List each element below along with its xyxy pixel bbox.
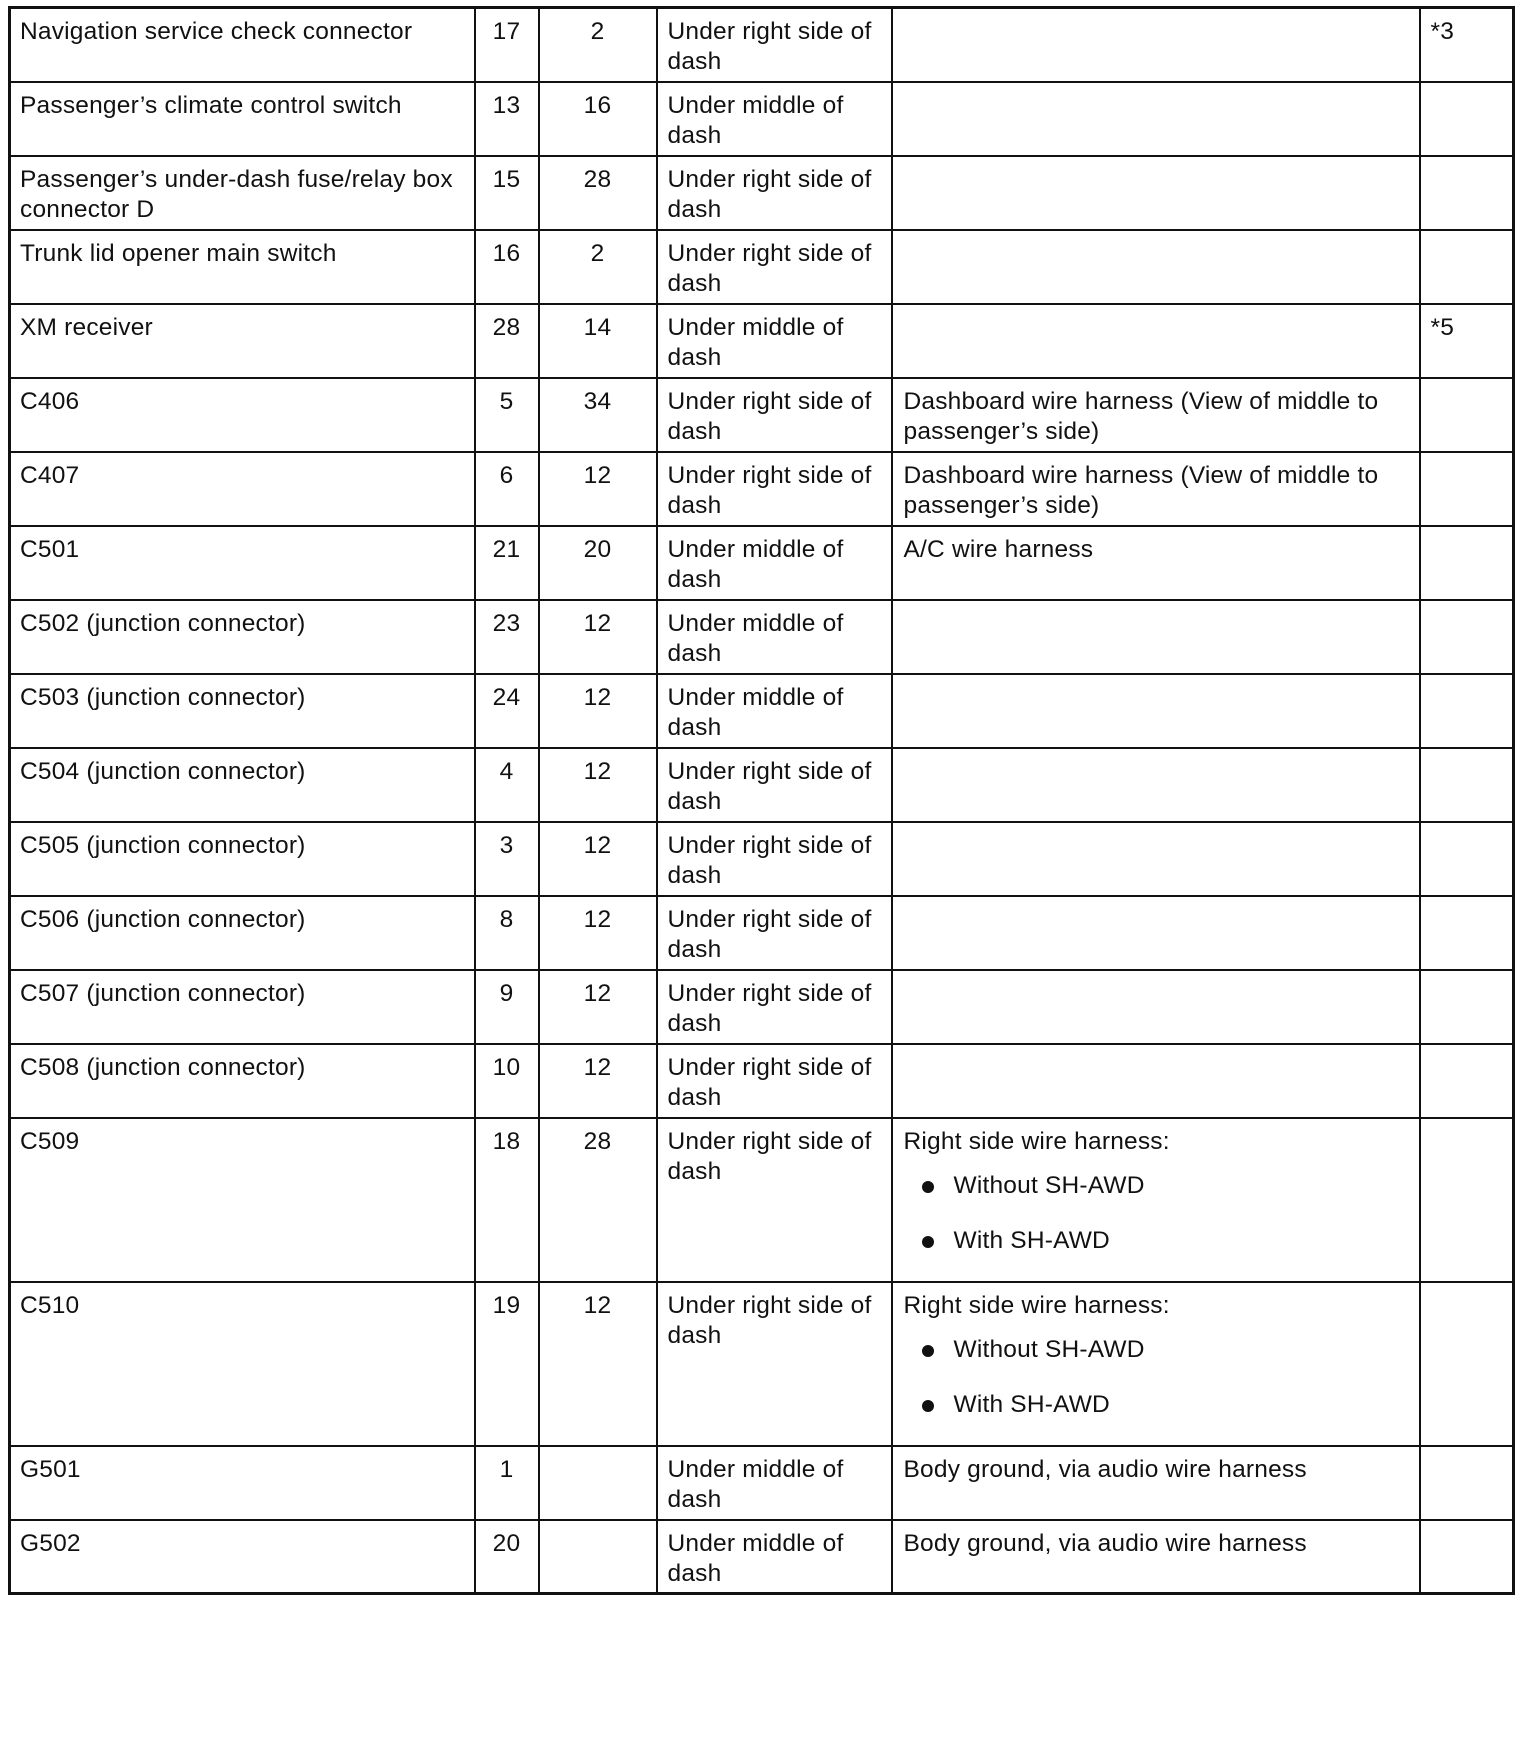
table-row xyxy=(10,378,1514,452)
cavity-count-cell xyxy=(539,822,657,896)
harness-note-cell xyxy=(892,1118,1420,1282)
harness-note-cell xyxy=(892,304,1420,378)
location-cell-text: Under right side of dash xyxy=(667,387,872,445)
footnote-ref-cell xyxy=(1420,970,1514,1044)
connector-number-cell xyxy=(475,8,539,82)
connector-name-cell xyxy=(10,8,475,82)
harness-note-cell-text: Dashboard wire harness (View of middle to passenger’s side) xyxy=(903,461,1379,519)
location-cell-text: Under right side of dash xyxy=(667,905,872,963)
connector-name-cell-text: Passenger’s under-dash fuse/relay box connector D xyxy=(20,165,453,223)
footnote-ref-cell-text: *5 xyxy=(1430,313,1455,341)
connector-number-cell-text: 13 xyxy=(492,91,521,119)
cavity-count-cell-text: 12 xyxy=(583,979,612,1007)
connector-name-cell-text: C407 xyxy=(20,461,80,489)
connector-number-cell-text: 4 xyxy=(499,757,514,785)
cavity-count-cell xyxy=(539,452,657,526)
location-cell-text: Under right side of dash xyxy=(667,979,872,1037)
cavity-count-cell-text: 12 xyxy=(583,683,612,711)
connector-number-cell xyxy=(475,1446,539,1520)
cavity-count-cell-text: 16 xyxy=(583,91,612,119)
cavity-count-cell-text: 20 xyxy=(583,535,612,563)
harness-note-cell-text: Dashboard wire harness (View of middle to passenger’s side) xyxy=(903,387,1379,445)
table-row xyxy=(10,8,1514,82)
location-cell xyxy=(657,1446,892,1520)
connector-number-cell xyxy=(475,674,539,748)
cavity-count-cell xyxy=(539,156,657,230)
table-row xyxy=(10,452,1514,526)
connector-number-cell-text: 24 xyxy=(492,683,521,711)
harness-note-cell xyxy=(892,82,1420,156)
cavity-count-cell-text: 2 xyxy=(590,239,605,267)
bullet-icon xyxy=(922,1345,934,1357)
connector-number-cell-text: 9 xyxy=(499,979,514,1007)
location-cell xyxy=(657,822,892,896)
location-cell-text: Under right side of dash xyxy=(667,831,872,889)
connector-name-cell xyxy=(10,600,475,674)
harness-note-cell xyxy=(892,748,1420,822)
connector-number-cell-text: 20 xyxy=(492,1529,521,1557)
harness-note-cell xyxy=(892,1282,1420,1446)
cavity-count-cell xyxy=(539,896,657,970)
connector-number-cell-text: 18 xyxy=(492,1127,521,1155)
connector-number-cell xyxy=(475,452,539,526)
connector-number-cell xyxy=(475,1118,539,1282)
table-row xyxy=(10,526,1514,600)
harness-note-cell xyxy=(892,526,1420,600)
harness-note-cell-text: A/C wire harness xyxy=(903,535,1094,563)
cavity-count-cell xyxy=(539,970,657,1044)
connector-name-cell-text: Passenger’s climate control switch xyxy=(20,91,402,119)
list-item xyxy=(904,1335,1409,1390)
location-cell-text: Under right side of dash xyxy=(667,1053,872,1111)
harness-note-cell-text: Body ground, via audio wire harness xyxy=(903,1455,1307,1483)
table-row xyxy=(10,896,1514,970)
connector-name-cell xyxy=(10,1044,475,1118)
table-row xyxy=(10,1446,1514,1520)
location-cell xyxy=(657,526,892,600)
location-cell xyxy=(657,452,892,526)
harness-note-cell-text: Right side wire harness: xyxy=(903,1291,1170,1319)
connector-number-cell-text: 21 xyxy=(492,535,521,563)
connector-number-cell xyxy=(475,156,539,230)
connector-name-cell-text: Trunk lid opener main switch xyxy=(20,239,337,267)
connector-name-cell xyxy=(10,452,475,526)
connector-name-cell xyxy=(10,1282,475,1446)
cavity-count-cell-text: 12 xyxy=(583,609,612,637)
connector-name-cell xyxy=(10,970,475,1044)
footnote-ref-cell xyxy=(1420,8,1514,82)
harness-note-cell xyxy=(892,156,1420,230)
location-cell-text: Under right side of dash xyxy=(667,757,872,815)
cavity-count-cell xyxy=(539,600,657,674)
harness-variant-list xyxy=(904,1171,1409,1281)
footnote-ref-cell xyxy=(1420,82,1514,156)
harness-note-cell xyxy=(892,1446,1420,1520)
footnote-ref-cell xyxy=(1420,1118,1514,1282)
connector-number-cell-text: 15 xyxy=(492,165,521,193)
harness-note-cell xyxy=(892,1520,1420,1594)
connector-number-cell-text: 28 xyxy=(492,313,521,341)
connector-number-cell xyxy=(475,230,539,304)
location-cell xyxy=(657,970,892,1044)
footnote-ref-cell xyxy=(1420,822,1514,896)
harness-note-cell xyxy=(892,230,1420,304)
cavity-count-cell xyxy=(539,230,657,304)
table-row xyxy=(10,600,1514,674)
table-row xyxy=(10,230,1514,304)
location-cell-text: Under middle of dash xyxy=(667,535,844,593)
connector-number-cell xyxy=(475,896,539,970)
cavity-count-cell xyxy=(539,1446,657,1520)
connector-number-cell xyxy=(475,304,539,378)
location-cell-text: Under middle of dash xyxy=(667,313,844,371)
connector-name-cell xyxy=(10,896,475,970)
table-row xyxy=(10,156,1514,230)
footnote-ref-cell xyxy=(1420,1446,1514,1520)
connector-name-cell xyxy=(10,1520,475,1594)
location-cell-text: Under middle of dash xyxy=(667,1455,844,1513)
footnote-ref-cell xyxy=(1420,378,1514,452)
footnote-ref-cell xyxy=(1420,1282,1514,1446)
cavity-count-cell xyxy=(539,304,657,378)
location-cell xyxy=(657,896,892,970)
connector-number-cell xyxy=(475,1520,539,1594)
location-cell-text: Under right side of dash xyxy=(667,1127,872,1185)
connector-name-cell-text: C509 xyxy=(20,1127,80,1155)
cavity-count-cell xyxy=(539,1044,657,1118)
connector-name-cell-text: C501 xyxy=(20,535,80,563)
table-row xyxy=(10,970,1514,1044)
table-row xyxy=(10,822,1514,896)
list-item xyxy=(904,1171,1409,1226)
location-cell-text: Under middle of dash xyxy=(667,91,844,149)
connector-number-cell-text: 17 xyxy=(492,18,521,45)
connector-name-cell-text: C504 (junction connector) xyxy=(20,757,306,785)
cavity-count-cell xyxy=(539,82,657,156)
connector-location-table xyxy=(8,6,1515,1595)
cavity-count-cell-text: 12 xyxy=(583,905,612,933)
harness-note-cell xyxy=(892,1044,1420,1118)
list-item xyxy=(904,1226,1409,1281)
connector-name-cell-text: C505 (junction connector) xyxy=(20,831,306,859)
connector-name-cell-text: G502 xyxy=(20,1529,81,1557)
footnote-ref-cell xyxy=(1420,230,1514,304)
cavity-count-cell-text: 28 xyxy=(583,165,612,193)
cavity-count-cell-text: 28 xyxy=(583,1127,612,1155)
harness-note-cell xyxy=(892,896,1420,970)
connector-number-cell-text: 3 xyxy=(499,831,514,859)
harness-variant-label: Without SH-AWD xyxy=(953,1171,1145,1199)
footnote-ref-cell xyxy=(1420,156,1514,230)
cavity-count-cell xyxy=(539,1118,657,1282)
footnote-ref-cell xyxy=(1420,674,1514,748)
location-cell-text: Under middle of dash xyxy=(667,609,844,667)
cavity-count-cell-text: 12 xyxy=(583,461,612,489)
harness-note-cell xyxy=(892,600,1420,674)
table-body xyxy=(10,8,1514,1594)
location-cell-text: Under right side of dash xyxy=(667,18,872,75)
connector-number-cell xyxy=(475,1282,539,1446)
cavity-count-cell-text: 12 xyxy=(583,831,612,859)
harness-variant-list xyxy=(904,1335,1409,1445)
connector-number-cell xyxy=(475,82,539,156)
location-cell xyxy=(657,600,892,674)
harness-variant-label: Without SH-AWD xyxy=(953,1335,1145,1363)
cavity-count-cell xyxy=(539,674,657,748)
harness-note-cell xyxy=(892,452,1420,526)
harness-note-cell xyxy=(892,378,1420,452)
harness-note-cell-text: Body ground, via audio wire harness xyxy=(903,1529,1307,1557)
connector-number-cell-text: 6 xyxy=(499,461,514,489)
location-cell-text: Under middle of dash xyxy=(667,1529,844,1587)
footnote-ref-cell-text: *3 xyxy=(1430,18,1455,45)
table-row xyxy=(10,82,1514,156)
harness-note-cell xyxy=(892,8,1420,82)
harness-variant-label: With SH-AWD xyxy=(953,1390,1110,1418)
cavity-count-cell-text: 12 xyxy=(583,757,612,785)
connector-number-cell xyxy=(475,1044,539,1118)
connector-name-cell-text: C502 (junction connector) xyxy=(20,609,306,637)
location-cell xyxy=(657,156,892,230)
location-cell xyxy=(657,1520,892,1594)
connector-name-cell-text: C508 (junction connector) xyxy=(20,1053,306,1081)
connector-name-cell xyxy=(10,748,475,822)
footnote-ref-cell xyxy=(1420,452,1514,526)
connector-number-cell-text: 16 xyxy=(492,239,521,267)
bullet-icon xyxy=(922,1400,934,1412)
footnote-ref-cell xyxy=(1420,896,1514,970)
connector-number-cell-text: 1 xyxy=(499,1455,514,1483)
cavity-count-cell xyxy=(539,1282,657,1446)
location-cell xyxy=(657,8,892,82)
footnote-ref-cell xyxy=(1420,748,1514,822)
location-cell-text: Under middle of dash xyxy=(667,683,844,741)
connector-name-cell xyxy=(10,822,475,896)
location-cell xyxy=(657,1282,892,1446)
cavity-count-cell xyxy=(539,748,657,822)
connector-name-cell-text: Navigation service check connector xyxy=(20,18,413,45)
connector-number-cell-text: 10 xyxy=(492,1053,521,1081)
cavity-count-cell-text: 12 xyxy=(583,1291,612,1319)
footnote-ref-cell xyxy=(1420,526,1514,600)
cavity-count-cell-text: 34 xyxy=(583,387,612,415)
harness-variant-label: With SH-AWD xyxy=(953,1226,1110,1254)
cavity-count-cell-text: 14 xyxy=(583,313,612,341)
table-row xyxy=(10,1118,1514,1282)
connector-name-cell xyxy=(10,526,475,600)
list-item xyxy=(904,1390,1409,1445)
cavity-count-cell-text: 12 xyxy=(583,1053,612,1081)
cavity-count-cell xyxy=(539,8,657,82)
cavity-count-cell xyxy=(539,1520,657,1594)
connector-name-cell-text: C507 (junction connector) xyxy=(20,979,306,1007)
harness-note-cell xyxy=(892,822,1420,896)
location-cell-text: Under right side of dash xyxy=(667,165,872,223)
harness-note-cell-text: Right side wire harness: xyxy=(903,1127,1170,1155)
connector-number-cell xyxy=(475,748,539,822)
connector-name-cell xyxy=(10,674,475,748)
connector-name-cell xyxy=(10,230,475,304)
connector-number-cell-text: 19 xyxy=(492,1291,521,1319)
location-cell xyxy=(657,1118,892,1282)
footnote-ref-cell xyxy=(1420,600,1514,674)
connector-name-cell xyxy=(10,304,475,378)
location-cell xyxy=(657,304,892,378)
connector-name-cell xyxy=(10,82,475,156)
location-cell xyxy=(657,378,892,452)
cavity-count-cell xyxy=(539,526,657,600)
connector-name-cell-text: XM receiver xyxy=(20,313,153,341)
connector-name-cell xyxy=(10,156,475,230)
connector-number-cell xyxy=(475,822,539,896)
connector-name-cell-text: C406 xyxy=(20,387,80,415)
connector-name-cell-text: G501 xyxy=(20,1455,81,1483)
cavity-count-cell xyxy=(539,378,657,452)
location-cell-text: Under right side of dash xyxy=(667,239,872,297)
table-row xyxy=(10,1520,1514,1594)
table-row xyxy=(10,1282,1514,1446)
location-cell-text: Under right side of dash xyxy=(667,1291,872,1349)
table-row xyxy=(10,748,1514,822)
harness-note-cell xyxy=(892,674,1420,748)
table-row xyxy=(10,1044,1514,1118)
connector-name-cell xyxy=(10,1446,475,1520)
bullet-icon xyxy=(922,1236,934,1248)
connector-location-table-page xyxy=(8,6,1512,1595)
connector-name-cell xyxy=(10,1118,475,1282)
location-cell xyxy=(657,82,892,156)
location-cell-text: Under right side of dash xyxy=(667,461,872,519)
table-row xyxy=(10,674,1514,748)
connector-number-cell-text: 8 xyxy=(499,905,514,933)
connector-number-cell xyxy=(475,378,539,452)
location-cell xyxy=(657,748,892,822)
connector-name-cell xyxy=(10,378,475,452)
connector-name-cell-text: C506 (junction connector) xyxy=(20,905,306,933)
harness-note-cell xyxy=(892,970,1420,1044)
bullet-icon xyxy=(922,1181,934,1193)
cavity-count-cell-text: 2 xyxy=(590,18,605,45)
location-cell xyxy=(657,230,892,304)
location-cell xyxy=(657,1044,892,1118)
connector-number-cell xyxy=(475,526,539,600)
connector-number-cell-text: 23 xyxy=(492,609,521,637)
footnote-ref-cell xyxy=(1420,1520,1514,1594)
connector-name-cell-text: C503 (junction connector) xyxy=(20,683,306,711)
table-row xyxy=(10,304,1514,378)
connector-number-cell-text: 5 xyxy=(499,387,514,415)
connector-number-cell xyxy=(475,970,539,1044)
location-cell xyxy=(657,674,892,748)
connector-number-cell xyxy=(475,600,539,674)
connector-name-cell-text: C510 xyxy=(20,1291,80,1319)
footnote-ref-cell xyxy=(1420,1044,1514,1118)
footnote-ref-cell xyxy=(1420,304,1514,378)
